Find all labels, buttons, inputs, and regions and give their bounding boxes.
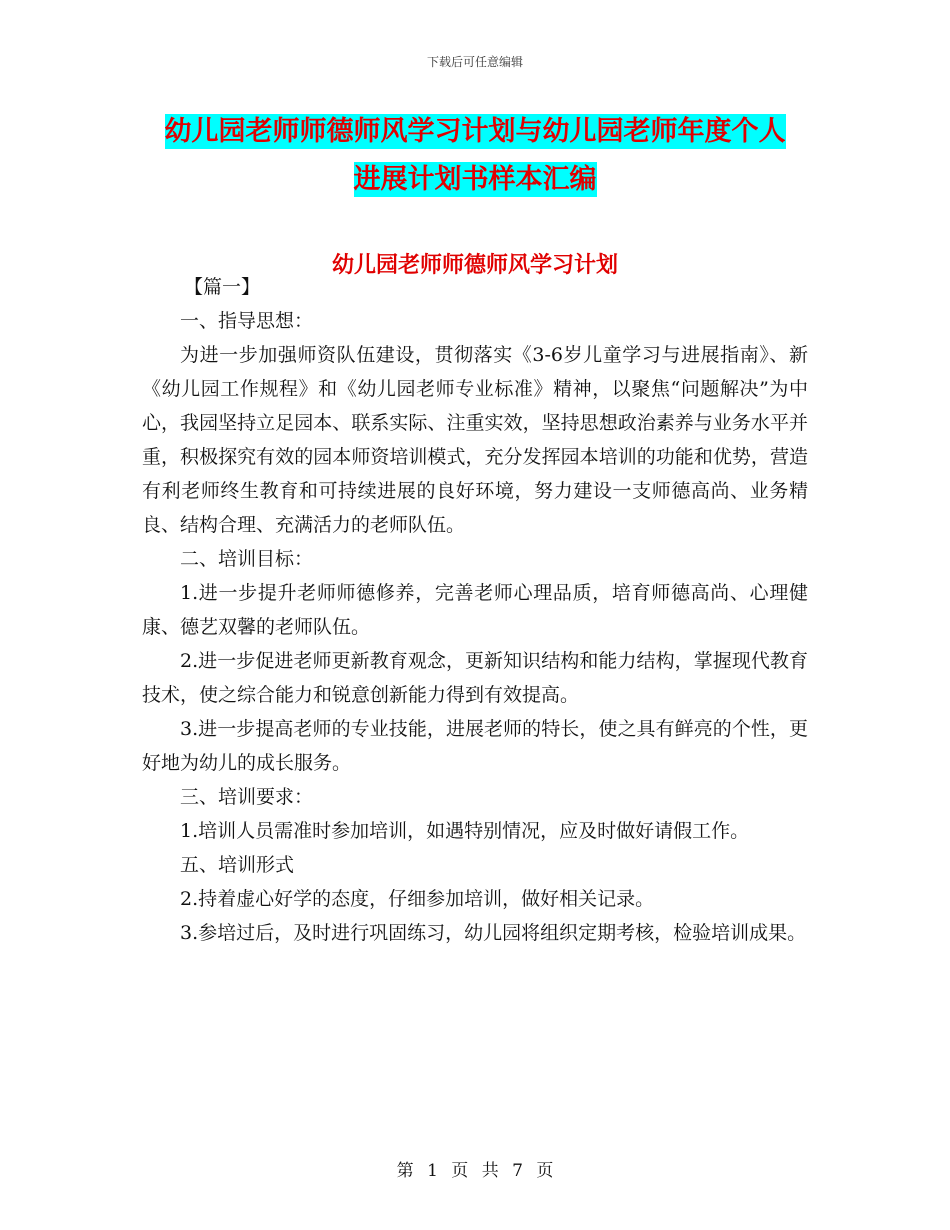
paragraph: 1.进一步提升老师师德修养，完善老师心理品质，培育师德高尚、心理健康、德艺双馨的老师队伍。	[142, 582, 808, 638]
page-footer: 第 1 页 共 7 页	[396, 1161, 554, 1181]
section-title: 幼儿园老师师德师风学习计划	[331, 253, 618, 278]
header-note: 下载后可任意编辑	[426, 55, 523, 69]
title-line-1: 幼儿园老师师德师风学习计划与幼儿园老师年度个人	[164, 116, 786, 147]
document-body	[142, 270, 808, 950]
paragraph-heading-3: 三、培训要求：	[180, 786, 314, 808]
paragraph: 3.参培过后，及时进行巩固练习，幼儿园将组织定期考核，检验培训成果。	[180, 922, 807, 944]
paragraph: 1.培训人员需准时参加培训，如遇特别情况，应及时做好请假工作。	[180, 820, 750, 842]
title-line-2: 进展计划书样本汇编	[353, 164, 597, 195]
part-label: 【篇一】	[184, 276, 261, 298]
paragraph: 2.持着虚心好学的态度，仔细参加培训，做好相关记录。	[180, 888, 655, 910]
paragraph-heading-5: 五、培训形式	[180, 854, 295, 876]
paragraph-heading-1: 一、指导思想：	[180, 310, 314, 332]
paragraph-heading-2: 二、培训目标：	[180, 548, 314, 570]
paragraph: 为进一步加强师资队伍建设，贯彻落实《3-6岁儿童学习与进展指南》、新《幼儿园工作规程》和《幼儿园老师专业标准》精神，以聚焦“问题解决”为中心，我园坚持立足园本、联系实际、注重实效，坚持思想政治素养与业务水平并重，积极探究有效的园本师资培训模式，充分发挥园本培训的功能和优势，营造有利老师终生教育和可持续进展的良好环境，努力建设一支师德高尚、业务精良、结构合理、充满活力的老师队伍。	[142, 344, 808, 536]
paragraph: 3.进一步提高老师的专业技能，进展老师的特长，使之具有鲜亮的个性，更好地为幼儿的成长服务。	[142, 718, 808, 774]
document-title	[0, 108, 950, 204]
paragraph: 2.进一步促进老师更新教育观念，更新知识结构和能力结构，掌握现代教育技术，使之综合能力和锐意创新能力得到有效提高。	[142, 650, 808, 706]
